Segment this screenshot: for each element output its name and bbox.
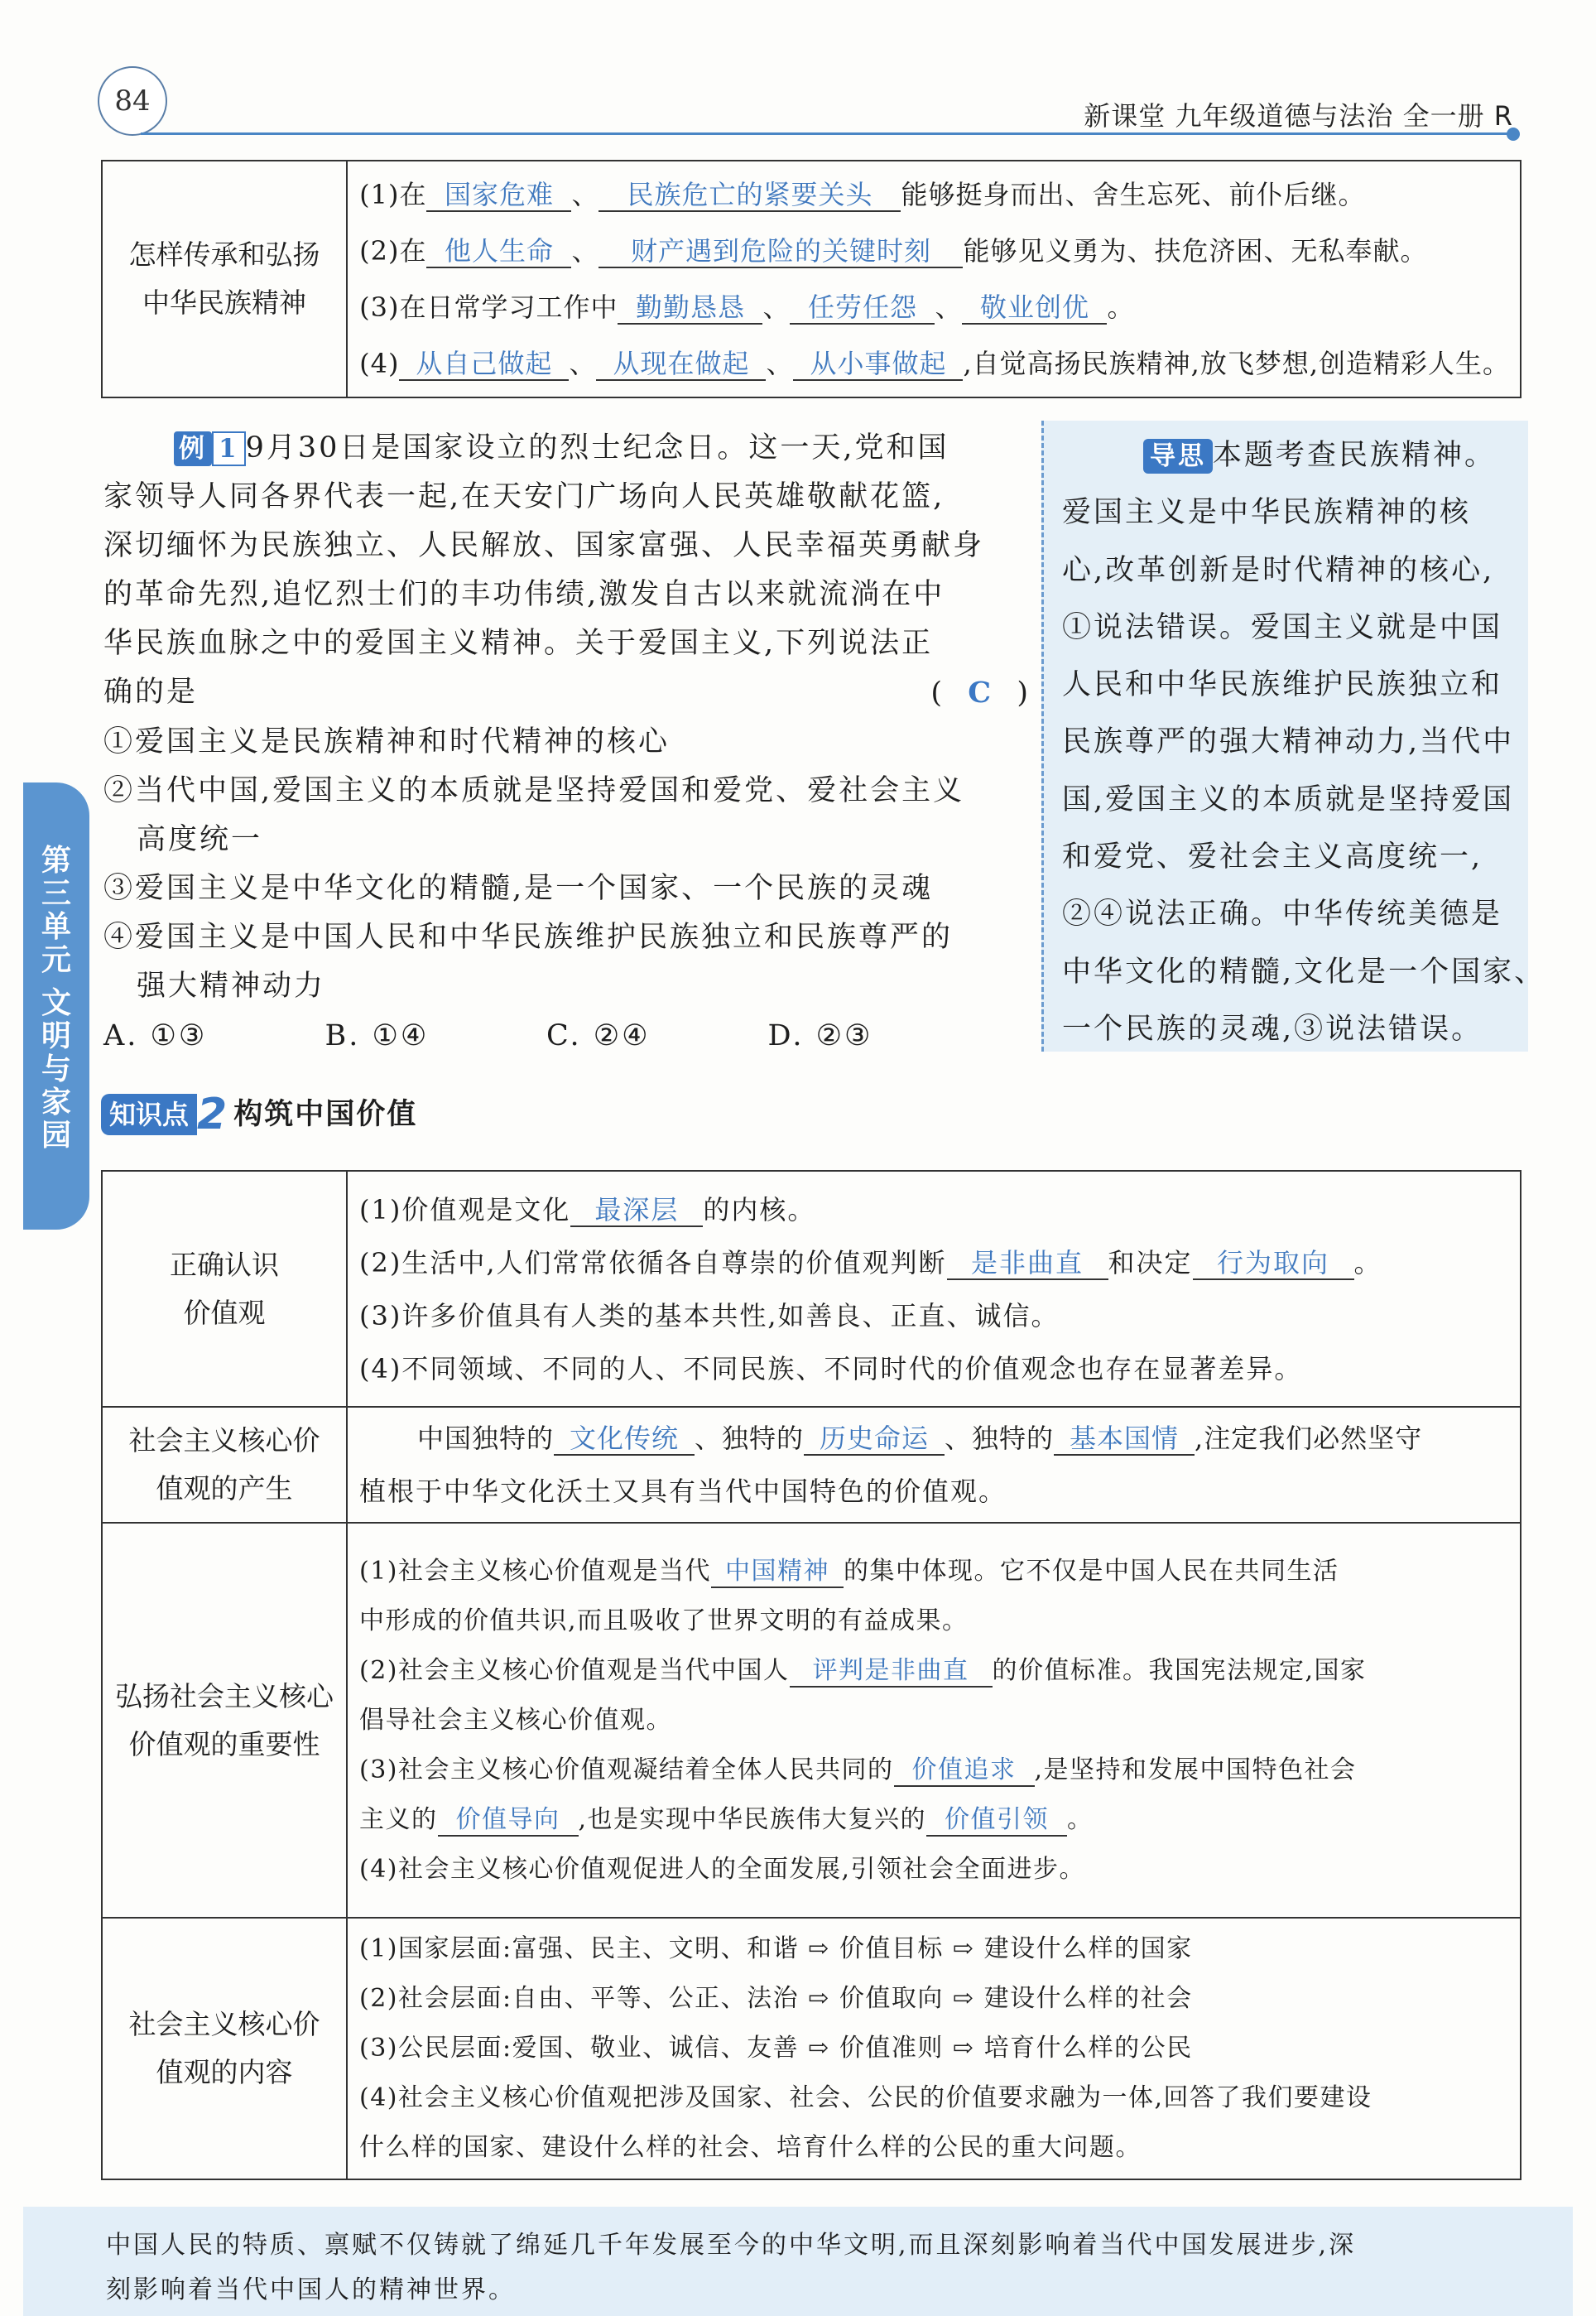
tab-char: 家 [41,1086,71,1119]
statement: ②当代中国,爱国主义的本质就是坚持爱国和爱党、爱社会主义 [103,774,965,807]
topic-line: 价值观的重要性 [128,1727,320,1760]
knowledge-point-heading [101,1090,418,1139]
answer-blank: 文化传统 [554,1423,695,1456]
text: (3)社会主义核心价值观凝结着全体人民共同的 [359,1755,894,1784]
text: 建设什么样的国家 [983,1934,1193,1963]
text: 的内核。 [703,1193,816,1225]
national-spirit-table [101,160,1521,398]
statement: ①爱国主义是民族精神和时代精神的核心 [103,725,671,758]
text: 价值准则 [839,2034,944,2063]
text: 能够见义勇为、扶危济困、无私奉献。 [963,235,1428,267]
answer-letter: C [968,676,994,710]
tab-char: 明 [41,1019,71,1053]
text: 、 [571,179,599,210]
answer-blank: 国家危难 [426,179,571,212]
tab-char: 园 [41,1119,71,1153]
guide-badge: 导思 [1143,439,1213,474]
question-text: 深切缅怀为民族独立、人民解放、国家富强、人民幸福英勇献身 [103,529,985,562]
answer-blank: 任劳任怨 [790,291,935,325]
guide-text: 和爱党、爱社会主义高度统一, [1062,840,1483,874]
text: 、 [569,348,597,379]
topic-line: 社会主义核心价 [128,1424,320,1457]
answer-blank: 价值追求 [894,1755,1035,1787]
footer-text: 刻影响着当代中国人的精神世界。 [106,2275,516,2304]
text: 培育什么样的公民 [983,2034,1193,2063]
text: 、 [762,291,791,323]
answer-blank: 最深层 [570,1194,703,1227]
answer-blank: 民族危亡的紧要关头 [598,179,901,212]
answer-blank: 从现在做起 [596,348,766,381]
text: 价值取向 [839,1984,944,2013]
guide-text: 国,爱国主义的本质就是坚持爱国 [1062,782,1515,816]
text: 倡导社会主义核心价值观。 [359,1705,672,1735]
text: ,也是实现中华民族伟大复兴的 [578,1804,927,1834]
statement: 强大精神动力 [137,970,326,1003]
question-text: 家领导人同各界代表一起,在天安门广场向人民英雄敬献花篮, [103,480,945,513]
answer-blank: 行为取向 [1193,1247,1354,1280]
example-badge: 例 [174,431,212,466]
answer-blank: 他人生命 [426,235,571,268]
question-text: 的革命先烈,追忆烈士们的丰功伟绩,激发自古以来就流淌在中 [103,578,945,611]
text: (2)生活中,人们常常依循各自尊崇的价值观判断 [359,1246,947,1278]
text: (1)国家层面:富强、民主、文明、和谐 [359,1934,800,1963]
topic-line: 中华民族精神 [142,286,307,319]
footer-note [23,2207,1573,2316]
text: 、 [766,348,794,379]
answer-blank: 评判是非曲直 [790,1656,993,1688]
answer-blank: 价值导向 [438,1805,579,1837]
text: 中国独特的 [417,1423,555,1454]
example-question [103,424,1035,1061]
content-cell [347,1918,1521,2179]
topic-line: 社会主义核心价 [128,2008,320,2040]
guide-text: 心,改革创新是时代精神的核心, [1062,553,1495,587]
guide-text: ①说法错误。爱国主义就是中国 [1062,610,1503,644]
text: (3)许多价值具有人类的基本共性,如善良、正直、诚信。 [359,1299,1060,1331]
topic-cell [102,1407,347,1523]
arrow-icon: ⇨ [808,1984,830,2013]
text: 的价值标准。我国宪法规定,国家 [992,1655,1367,1685]
content-cell [347,1523,1521,1918]
guide-text: 爱国主义是中华民族精神的核 [1062,496,1472,530]
statement: ③爱国主义是中华文化的精髓,是一个国家、一个民族的灵魂 [103,872,934,905]
answer-blank: 中国精神 [711,1557,844,1588]
topic-line: 怎样传承和弘扬 [128,238,320,271]
content-cell [347,161,1521,397]
example-number: 1 [212,431,246,466]
question-text: 9月30日是国家设立的烈士纪念日。这一天,党和国 [245,431,949,465]
answer-bracket: ( C ) [930,676,1031,710]
text: 什么样的国家、建设什么样的社会、培育什么样的公民的重大问题。 [359,2133,1142,2162]
guide-text: 民族尊严的强大精神动力,当代中 [1062,725,1515,759]
text: 。 [1107,291,1135,323]
text: 能够挺身而出、舍生忘死、前仆后继。 [901,179,1366,210]
statement: 高度统一 [137,823,263,856]
answer-blank: 从自己做起 [399,348,569,381]
core-values-table [101,1170,1521,2180]
arrow-icon: ⇨ [808,2034,830,2063]
text: 、 [571,235,599,267]
footer-text: 中国人民的特质、禀赋不仅铸就了绵延几千年发展至今的中华文明,而且深刻影响着当代中国发展进步,深 [106,2231,1357,2260]
knowledge-number: 2 [197,1090,228,1139]
question-text: 确的是 [103,676,199,709]
knowledge-badge: 知识点 [101,1094,197,1135]
text: (3)在日常学习工作中 [359,291,618,323]
tab-char: 文 [41,986,71,1020]
answer-blank: 财产遇到危险的关键时刻 [598,235,963,268]
text: 、独特的 [945,1423,1055,1454]
text: (1)社会主义核心价值观是当代 [359,1556,711,1586]
topic-line: 价值观 [183,1296,266,1329]
topic-cell [102,161,347,397]
arrow-icon: ⇨ [808,1934,830,1963]
arrow-icon: ⇨ [952,2034,975,2063]
option-a: A. ①③ [103,1019,208,1052]
text: 。 [1067,1804,1094,1834]
text: 植根于中华文化沃土又具有当代中国特色的价值观。 [359,1476,1007,1507]
tab-char: 单 [41,910,71,944]
text: 的集中体现。它不仅是中国人民在共同生活 [844,1556,1339,1586]
topic-cell [102,1523,347,1918]
text: (2)社会主义核心价值观是当代中国人 [359,1655,790,1685]
options [103,1011,989,1061]
arrow-icon: ⇨ [952,1984,975,2013]
guide-text: 中华文化的精髓,文化是一个国家、 [1062,955,1546,989]
answer-blank: 勤勤恳恳 [618,291,762,325]
text: 中形成的价值共识,而且吸收了世界文明的有益成果。 [359,1606,969,1635]
topic-cell [102,1918,347,2179]
topic-line: 值观的内容 [156,2056,293,2088]
text: 和决定 [1108,1246,1193,1278]
arrow-icon: ⇨ [952,1934,975,1963]
text: (4)社会主义核心价值观把涉及国家、社会、公民的价值要求融为一体,回答了我们要建设 [359,2083,1372,2112]
answer-blank: 是非曲直 [947,1247,1108,1280]
knowledge-title: 构筑中国价值 [233,1098,418,1131]
answer-blank: 历史命运 [804,1423,945,1456]
text: (1)在 [359,179,427,210]
answer-blank: 从小事做起 [793,348,963,381]
option-c: C. ②④ [546,1019,651,1052]
book-title: 新课堂 九年级道德与法治 全一册 R [1084,100,1513,132]
content-cell [347,1171,1521,1407]
content-cell [347,1407,1521,1523]
statement: ④爱国主义是中国人民和中华民族维护民族独立和民族尊严的 [103,921,954,954]
text: (4)不同领域、不同的人、不同民族、不同时代的价值观念也存在显著差异。 [359,1352,1303,1384]
text: 。 [1353,1246,1382,1278]
text: 、 [935,291,963,323]
text: ,注定我们必然坚守 [1195,1423,1423,1454]
text: ,是坚持和发展中国特色社会 [1034,1755,1357,1784]
text: 、独特的 [695,1423,805,1454]
text: (2)社会层面:自由、平等、公正、法治 [359,1984,800,2013]
text: (2)在 [359,235,427,267]
topic-line: 正确认识 [170,1248,279,1281]
answer-blank: 价值引领 [926,1805,1067,1837]
tab-char: 第 [41,844,71,878]
answer-blank: 敬业创优 [962,291,1107,325]
text: (3)公民层面:爱国、敬业、诚信、友善 [359,2034,800,2063]
guide-text: 一个民族的灵魂,③说法错误。 [1062,1012,1483,1046]
text: 价值目标 [839,1934,944,1963]
tab-char: 三 [41,877,71,911]
option-b: B. ①④ [324,1019,430,1052]
guide-text: 本题考查民族精神。 [1213,439,1497,472]
guide-text: 人民和中华民族维护民族独立和 [1062,668,1503,702]
text: 建设什么样的社会 [983,1984,1193,2013]
text: ,自觉高扬民族精神,放飞梦想,创造精彩人生。 [963,348,1510,379]
guide-text: ②④说法正确。中华传统美德是 [1062,898,1503,932]
guide-box [1041,421,1546,1052]
topic-cell [102,1171,347,1407]
text: (4) [359,348,400,379]
tab-char: 元 [41,943,71,977]
text: (4)社会主义核心价值观促进人的全面发展,引领社会全面进步。 [359,1854,1086,1884]
answer-blank: 基本国情 [1054,1423,1195,1456]
option-d: D. ②③ [767,1019,873,1052]
text: (1)价值观是文化 [359,1193,571,1225]
question-text: 华民族血脉之中的爱国主义精神。关于爱国主义,下列说法正 [103,627,934,660]
page-number: 84 [98,66,167,136]
tab-char: 与 [41,1052,71,1086]
text: 主义的 [359,1804,438,1834]
topic-line: 弘扬社会主义核心 [115,1679,334,1712]
unit-side-tab [23,782,89,1230]
topic-line: 值观的产生 [156,1472,293,1505]
